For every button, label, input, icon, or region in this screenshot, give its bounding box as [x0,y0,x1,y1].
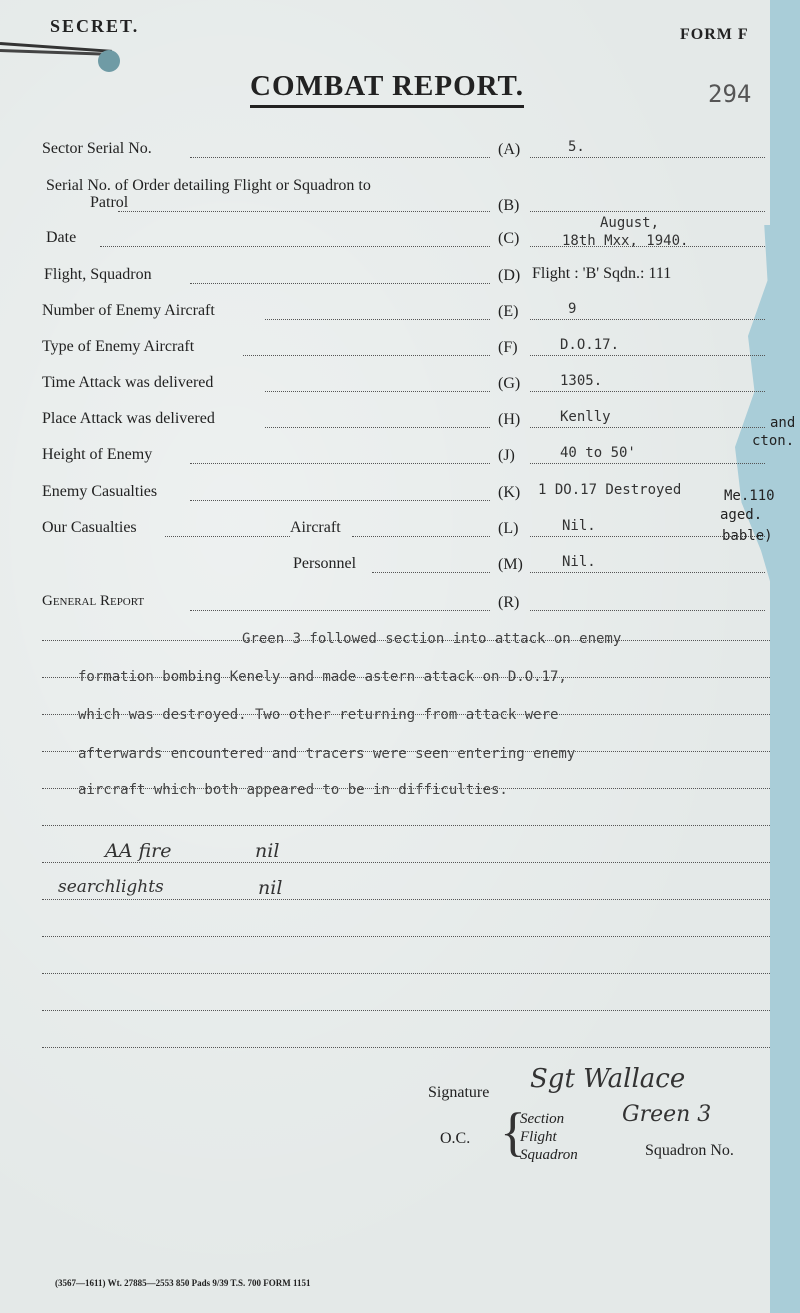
field-value: Flight : 'B' Sqdn.: 111 [532,265,672,282]
leader-dots [190,610,490,611]
leader-dots [165,536,290,537]
field-value: D.O.17. [560,337,620,353]
field-value: 18th Mxx, 1940. [562,233,689,249]
field-letter: (E) [498,303,519,320]
field-value: 40 to 50' [560,445,636,461]
leader-dots [190,283,490,284]
leader-dots [100,246,490,247]
leader-dots [190,500,490,501]
report-ruled-line [42,1047,770,1048]
report-line: formation bombing Kenely and made astern attack on D.O.17, [78,669,567,685]
field-letter: (F) [498,339,518,356]
handwritten-note-item: AA fire [105,840,172,862]
field-letter: (C) [498,230,520,247]
classification-label: SECRET. [50,16,140,36]
leader-dots [118,211,490,212]
field-row-sector-serial [0,140,770,166]
field-label: General Report [42,593,145,609]
field-letter: (J) [498,447,515,464]
report-ruled-line [42,936,770,937]
leader-dots [265,391,490,392]
unit-section: Section [520,1111,565,1127]
signature: Sgt Wallace [530,1064,686,1094]
field-row-date [0,215,770,255]
field-row-attack-time [0,374,770,400]
field-sublabel: Aircraft [290,519,341,536]
background-edge [770,0,800,1313]
leader-dots [243,355,490,356]
value-line [530,319,765,320]
side-note: bable) [722,528,773,544]
field-value: 1 DO.17 Destroyed [538,482,682,498]
report-line: afterwards encountered and tracers were seen entering enemy [78,746,576,762]
field-row-attack-place [0,410,770,436]
field-value: Kenlly [560,409,611,425]
leader-dots [190,157,490,158]
field-letter: (G) [498,375,521,392]
field-row-our-aircraft [0,519,770,545]
footer-print-code: (3567—1611) Wt. 27885—2553 850 Pads 9/39 T.S. 700 FORM 1151 [55,1278,311,1288]
value-line [530,355,765,356]
leader-dots [265,427,490,428]
handwritten-note-value: nil [258,877,283,899]
squadron-no-label: Squadron No. [645,1142,734,1159]
field-value: Nil. [562,518,596,534]
handwritten-note-value: nil [255,840,280,862]
field-label: Date [46,229,77,246]
report-ruled-line [42,825,770,826]
field-label: Number of Enemy Aircraft [42,302,215,319]
field-value: 1305. [560,373,603,389]
field-label: Our Casualties [42,519,137,536]
field-label: Sector Serial No. [42,140,152,157]
side-note: aged. [720,507,763,523]
serial-stamp: 294 [708,80,752,108]
field-letter: (B) [498,197,520,214]
report-line: which was destroyed. Two other returning from attack were [78,707,559,723]
form-id: FORM F [680,26,749,43]
field-letter: (K) [498,484,521,501]
value-line [530,211,765,212]
unit-flight: Flight [520,1129,557,1145]
handwritten-note-item: searchlights [58,877,164,897]
field-value-above: August, [600,215,660,231]
value-line [530,572,765,573]
field-letter: (A) [498,141,521,158]
field-row-enemy-count [0,302,770,328]
field-value: 5. [568,139,585,155]
punch-hole [98,50,120,72]
report-ruled-line [42,1010,770,1011]
page-title: COMBAT REPORT. [250,70,524,108]
field-row-flight-squadron [0,266,770,292]
value-line [530,463,765,464]
leader-dots [265,319,490,320]
field-letter: (L) [498,520,519,537]
field-value: 9 [568,301,577,317]
brace-symbol: { [500,1102,526,1162]
unit-value: Green 3 [622,1102,712,1127]
report-ruled-line [42,899,770,900]
report-ruled-line [42,973,770,974]
field-sublabel: Personnel [293,555,357,572]
value-line [530,427,765,428]
field-label: Time Attack was delivered [42,374,214,391]
field-label: Place Attack was delivered [42,410,215,427]
field-row-our-personnel [0,555,770,581]
report-line: Green 3 followed section into attack on enemy [242,631,622,647]
field-label: Serial No. of Order detailing Flight or Squadron to [46,177,371,194]
value-line [530,391,765,392]
field-letter: (M) [498,556,523,573]
leader-dots [352,536,490,537]
signature-label: Signature [428,1084,490,1101]
field-letter: (H) [498,411,521,428]
unit-squadron: Squadron [520,1147,578,1163]
side-note: Me.110 [724,488,775,504]
field-letter: (D) [498,267,521,284]
field-value: Nil. [562,554,596,570]
oc-label: O.C. [440,1130,471,1147]
value-line [530,157,765,158]
side-note: and [770,415,796,431]
field-row-enemy-height [0,446,770,472]
field-label-line2: Patrol [90,194,129,211]
field-letter: (R) [498,594,520,611]
field-label: Enemy Casualties [42,483,158,500]
report-line: aircraft which both appeared to be in difficulties. [78,782,508,798]
field-row-general-report [0,593,770,619]
field-label: Flight, Squadron [44,266,152,283]
field-row-enemy-casualties [0,483,770,509]
value-line [530,610,765,611]
field-row-enemy-type [0,338,770,364]
leader-dots [372,572,490,573]
field-label: Type of Enemy Aircraft [42,338,195,355]
side-note: cton. [752,433,795,449]
leader-dots [190,463,490,464]
report-ruled-line [42,862,770,863]
field-label: Height of Enemy [42,446,153,463]
